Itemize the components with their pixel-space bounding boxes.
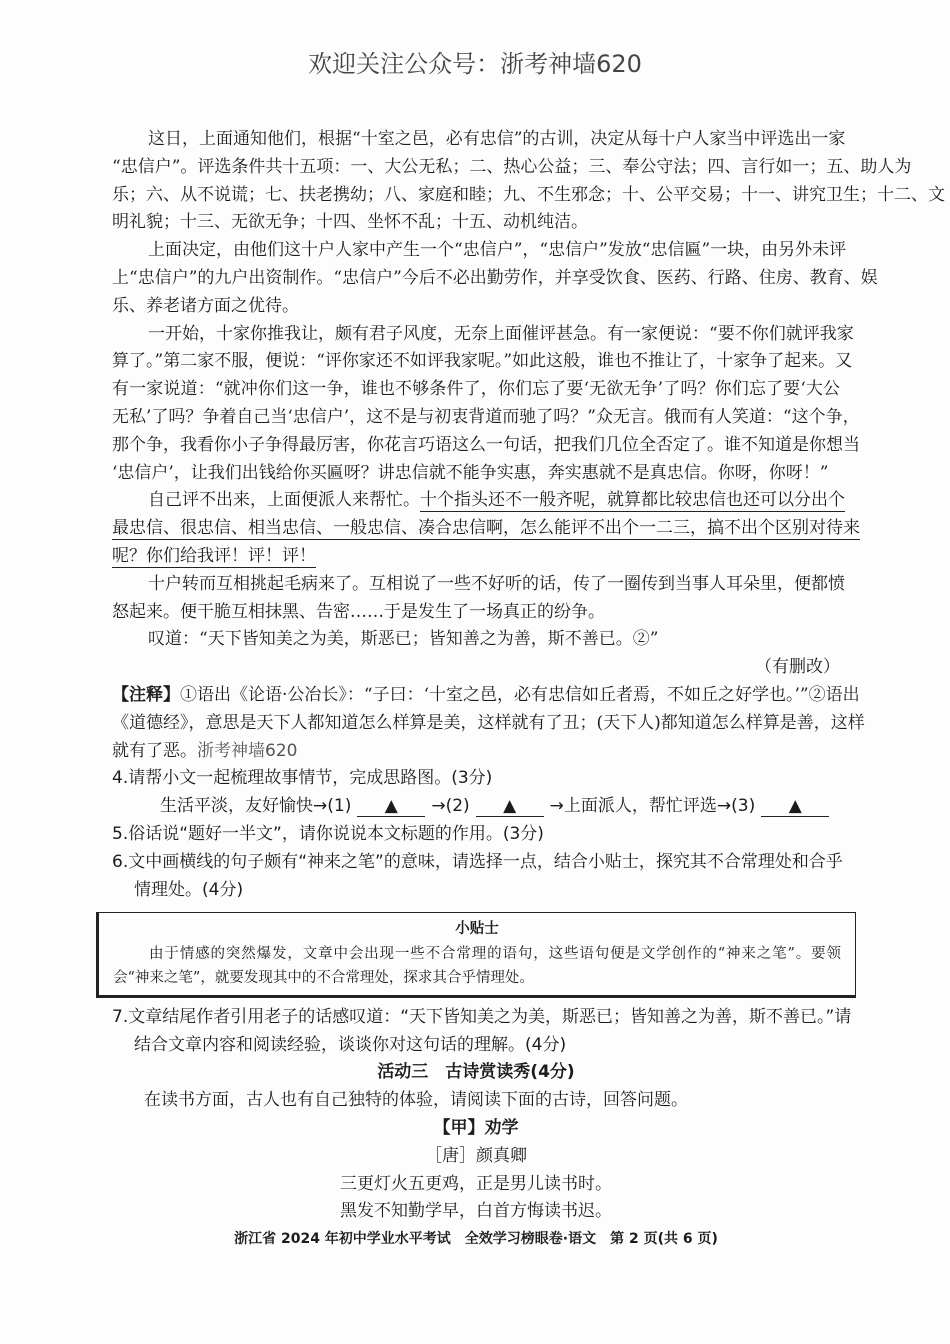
- paragraph-line: 上面决定，由他们这十户人家中产生一个“忠信户”，“忠信户”发放“忠信匾”一块，由另外未评: [148, 240, 847, 261]
- question-6-line: 情理处。(4分): [134, 879, 244, 900]
- question-4: 4.请帮小文一起梳理故事情节，完成思路图。(3分): [112, 768, 493, 789]
- source-note: （有删改）: [755, 657, 840, 678]
- answer-blank: ▲: [357, 796, 425, 817]
- paragraph-line: 算了。”第二家不服，便说：“评你家还不如评我家呢。”如此这般，谁也不推让了，十家争了起来。又: [112, 351, 853, 372]
- document-body: [112, 126, 945, 1252]
- note-line: [112, 738, 840, 766]
- paragraph-1: [112, 126, 945, 237]
- activity-title: 活动三 古诗赏读秀(4分): [377, 1062, 575, 1083]
- note-line: [112, 710, 865, 738]
- poem-title: 【甲】劝学: [433, 1118, 519, 1138]
- paragraph-line: 叹道：“天下皆知美之为美，斯恶已；皆知善之为善，斯不善已。②”: [148, 629, 659, 650]
- paragraph-line: 那个争，我看你小子争得最厉害，你花言巧语这么一句话，把我们几位全否定了。谁不知道是你想当: [112, 434, 860, 455]
- tip-box: [96, 912, 856, 998]
- flow-step: →上面派人，帮忙评选→(3): [549, 796, 756, 817]
- paragraph-line: 怒起来。便干脆互相抹黑、告密……于是发生了一场真正的纷争。: [112, 601, 605, 622]
- paragraph-6: [112, 626, 840, 654]
- question-6-line: 6.文中画横线的句子颇有“神来之笔”的意味，请选择一点，结合小贴士，探究其不合常理处和合乎: [112, 851, 843, 872]
- paragraph-2: [112, 237, 878, 320]
- paragraph-line: 这日，上面通知他们，根据“十室之邑，必有忠信”的古训，决定从每十户人家当中评选出一家: [148, 129, 846, 149]
- question-7-line: 7.文章结尾作者引用老子的话感叹道：“天下皆知美之为美，斯恶已；皆知善之为善，斯不善已。”请: [112, 1006, 852, 1027]
- underlined-sentence: 十个指头还不一般齐呢，就算都比较忠信也还可以分出个: [420, 490, 845, 511]
- underlined-sentence: 呢？你们给我评！评！评！: [112, 545, 316, 566]
- page-footer: 浙江省 2024 年初中学业水平考试 全效学习榜眼卷·语文 第 2 页(共 6 页): [234, 1231, 718, 1248]
- flow-step: →(2): [431, 796, 470, 817]
- paragraph-line: [112, 515, 860, 543]
- poem-line: 三更灯火五更鸡，正是男儿读书时。: [340, 1173, 612, 1194]
- paragraph-line: 无私’了吗？争着自己当‘忠信户’，这不是与初衷背道而驰了吗？”众无言。俄而有人笑道：“这个争，: [112, 406, 860, 427]
- answer-blank: ▲: [476, 796, 544, 817]
- question-7-line: 结合文章内容和阅读经验，谈谈你对这句话的理解。(4分): [134, 1034, 567, 1055]
- note-text: ①语出《论语·公冶长》：“子曰：‘十室之邑，必有忠信如丘者焉，不如丘之好学也。’”②语出: [180, 684, 860, 705]
- paragraph-line: [112, 543, 840, 571]
- paragraph-line: 有一家说道：“就冲你们这一争，谁也不够条件了，你们忘了要‘无欲无争’了吗？你们忘了要‘大公: [112, 379, 840, 400]
- notes-label: 【注释】: [112, 684, 180, 705]
- tip-line: 由于情感的突然爆发，文章中会出现一些不合常理的语句，这些语句便是文学创作的“神来之笔”。要领: [149, 945, 841, 962]
- poem-author: ［唐］颜真卿: [425, 1145, 527, 1166]
- paragraph-line: 上“忠信户”的九户出资制作。“忠信户”今后不必出勤劳作，并享受饮食、医药、行路、住房、教育、娱: [112, 267, 878, 288]
- flow-step: 生活平淡，友好愉快→(1): [160, 796, 352, 817]
- paragraph-4: [112, 487, 860, 570]
- watermark-header: 欢迎关注公众号：浙考神墙620: [308, 50, 642, 78]
- paragraph-line: ‘忠信户’，让我们出钱给你买匾呀？讲忠信就不能争实惠，奔实惠就不是真忠信。你呀，你呀！”: [112, 462, 829, 483]
- notes-section: [112, 682, 865, 765]
- paragraph-line: “忠信户”。评选条件共十五项：一、大公无私；二、热心公益；三、奉公守法；四、言行如一；五、助人为: [112, 156, 912, 177]
- paragraph-line: 乐、养老诸方面之优待。: [112, 295, 299, 316]
- note-text: 《道德经》，意思是天下人都知道怎么样算是美，这样就有了丑；(天下人)都知道怎么样算是善，这样: [112, 712, 865, 733]
- paragraph-5: [112, 571, 845, 627]
- tip-line: 会“神来之笔”，就要发现其中的不合常理处，探求其合乎情理处。: [113, 970, 534, 987]
- notes-watermark: 浙考神墙620: [197, 740, 298, 761]
- tip-title: 小贴士: [455, 921, 499, 938]
- line-text: 自己评不出来，上面便派人来帮忙。: [148, 490, 420, 511]
- question-5: 5.俗话说“题好一半文”，请你说说本文标题的作用。(3分): [112, 823, 544, 844]
- question-4-flowchart: [112, 793, 840, 821]
- poem-line: 黑发不知勤学早，白首方悔读书迟。: [340, 1201, 612, 1222]
- note-text: 就有了恶。: [112, 740, 197, 761]
- paragraph-3: [112, 321, 860, 488]
- paragraph-line: [112, 487, 845, 515]
- underlined-sentence: 最忠信、很忠信、相当忠信、一般忠信、凑合忠信啊，怎么能评不出个一二三，搞不出个区别对待来: [112, 518, 860, 539]
- paragraph-line: 十户转而互相挑起毛病来了。互相说了一些不好听的话，传了一圈传到当事人耳朵里，便都愤: [148, 573, 845, 594]
- paragraph-line: 乐；六、从不说谎；七、扶老携幼；八、家庭和睦；九、不生邪念；十、公平交易；十一、讲究卫生；十二、文: [112, 184, 945, 205]
- note-line: [112, 682, 860, 710]
- paragraph-line: 一开始，十家你推我让，颇有君子风度，无奈上面催评甚急。有一家便说：“要不你们就评我家: [148, 323, 854, 344]
- activity-intro: 在读书方面，古人也有自己独特的体验，请阅读下面的古诗，回答问题。: [144, 1090, 688, 1111]
- paragraph-line: 明礼貌；十三、无欲无争；十四、坐怀不乱；十五、动机纯洁。: [112, 212, 588, 233]
- answer-blank: ▲: [761, 796, 829, 817]
